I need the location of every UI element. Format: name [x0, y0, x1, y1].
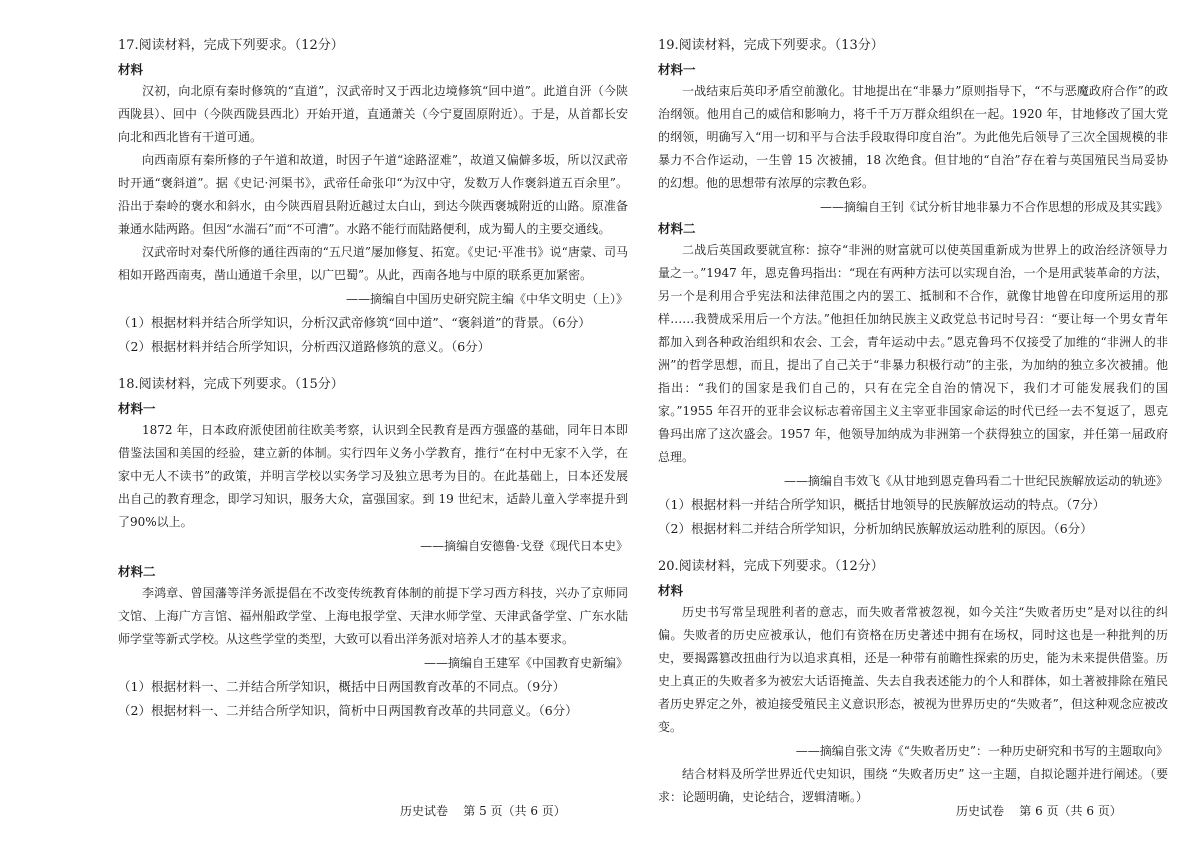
question-17-material-label: 材料: [118, 62, 144, 77]
question-17-title: 17.阅读材料，完成下列要求。（12分）: [118, 38, 344, 53]
question-19: [658, 36, 1168, 541]
question-17-paragraph-3: 汉武帝时对秦代所修的通往西南的“五尺道”屡加修复、拓宽。《史记·平准书》说“唐蒙、司马相如开路西南夷，凿山通道千余里，以广巴蜀”。从此，西南各地与中原的联系更加紧密。: [118, 245, 628, 282]
question-20-source: ——摘编自张文涛《“失败者历史”：一种历史研究和书写的主题取向》: [795, 744, 1168, 758]
question-18-source2: ——摘编自王建军《中国教育史新编》: [423, 656, 628, 670]
question-20: [658, 557, 1168, 809]
question-18-material2-text: 李鸿章、曾国藩等洋务派提倡在不改变传统教育体制的前提下学习西方科技，兴办了京师同文馆、上海广方言馆、福州船政学堂、上海电报学堂、天津水师学堂、天津武备学堂、广东水陆师学堂等新式学校。从这些学堂的类型，大致可以看出洋务派对培养人才的基本要求。: [118, 586, 628, 646]
question-18-subquestion-2: （2）根据材料一、二并结合所学知识，简析中日两国教育改革的共同意义。（6分）: [118, 703, 578, 718]
question-20-material-label: 材料: [658, 583, 684, 598]
question-19-subquestion-1: （1）根据材料一并结合所学知识，概括甘地领导的民族解放运动的特点。（7分）: [658, 497, 1106, 512]
left-page: [118, 36, 628, 723]
page-footer-left: 历史试卷 第 5 页（共 6 页）: [400, 804, 566, 818]
question-18-source1: ——摘编自安德鲁·戈登《现代日本史》: [420, 539, 628, 553]
question-17-paragraph-1: 汉初，向北原有秦时修筑的“直道”，汉武帝时又于西北边境修筑“回中道”。此道自汧（今陕西陇县）、回中（今陕西陇县西北）开始开道，直通萧关（今宁夏固原附近）。于是，从首都长安向北和西北皆有干道可通。: [118, 84, 628, 144]
question-19-material1-label: 材料一: [658, 62, 696, 77]
question-19-source1: ——摘编自王钊《试分析甘地非暴力不合作思想的形成及其实践》: [819, 200, 1168, 214]
question-19-source2: ——摘编自韦效飞《从甘地到恩克鲁玛看二十世纪民族解放运动的轨迹》: [783, 474, 1168, 488]
page-footer-right: 历史试卷 第 6 页（共 6 页）: [956, 804, 1122, 818]
question-17-source: ——摘编自中国历史研究院主编《中华文明史（上）》: [345, 292, 628, 306]
question-17-subquestion-2: （2）根据材料并结合所学知识，分析西汉道路修筑的意义。（6分）: [118, 339, 491, 354]
question-20-task: 结合材料及所学世界近代史知识，围绕 “失败者历史” 这一主题，自拟论题并进行阐述。（要求：论题明确，史论结合，逻辑清晰。）: [658, 767, 1168, 804]
question-19-subquestion-2: （2）根据材料二并结合所学知识，分析加纳民族解放运动胜利的原因。（6分）: [658, 521, 1093, 536]
question-19-material1-text: 一战结束后英印矛盾空前激化。甘地提出在“非暴力”原则指导下，“不与恶魔政府合作”的政治纲领。他用自己的威信和影响力，将千千万万群众组织在一起。1920 年，甘地修改了国大党的纲领，明确写入“用一切和平与合法手段取得印度自治”。为此他先后领导了三次全国规模的非暴力不合作运动，一生曾 15 次被捕，18 次绝食。但甘地的“自治”存在着与英国殖民当局妥协的幻想。他的思想带有浓厚的宗教色彩。: [658, 84, 1168, 190]
question-17: [118, 36, 628, 359]
question-19-material2-text: 二战后英国政要就宣称：掠夺“非洲的财富就可以使英国重新成为世界上的政治经济领导力量之一。”1947 年，恩克鲁玛指出：“现在有两种方法可以实现自治，一个是用武装革命的方法，另一个是利用合乎宪法和法律范围之内的罢工、抵制和不合作，就像甘地曾在印度所运用的那样……我赞成采用后一个方法。”他担任加纳民族主义政党总书记时号召：“要让每一个男女青年都加入到各种政治组织和农会、工会，青年运动中去。”恩克鲁玛不仅接受了加维的“非洲人的非洲”的哲学思想，而且，提出了自己关于“非暴力积极行动”的主张，为加纳的独立多次被捕。他指出：“我们的国家是我们自己的，只有在完全自治的情况下，我们才可能发展我们的国家。”1955 年召开的亚非会议标志着帝国主义主宰亚非国家命运的时代已经一去不复返了，恩克鲁玛出席了这次盛会。1957 年，他领导加纳成为非洲第一个获得独立的国家，并任第一届政府总理。: [658, 243, 1168, 464]
question-18-subquestion-1: （1）根据材料一、二并结合所学知识，概括中日两国教育改革的不同点。（9分）: [118, 679, 566, 694]
question-19-material2-label: 材料二: [658, 221, 696, 236]
question-18-material1-text: 1872 年，日本政府派使团前往欧美考察，认识到全民教育是西方强盛的基础，同年日本即借鉴法国和美国的经验，建立新的体制。实行四年义务小学教育，推行“在村中无家不入学，在家中无人不读书”的政策，并明言学校以实务学习及独立思考为目的。在此基础上，日本还发展出自己的教育理念，即学习知识，服务大众，富强国家。到 19 世纪末，适龄儿童入学率提升到了90%以上。: [118, 423, 628, 529]
question-18: [118, 375, 628, 723]
question-18-material1-label: 材料一: [118, 401, 156, 416]
question-18-title: 18.阅读材料，完成下列要求。（15分）: [118, 377, 344, 392]
question-19-title: 19.阅读材料，完成下列要求。（13分）: [658, 38, 884, 53]
right-page: [658, 36, 1168, 809]
question-18-material2-label: 材料二: [118, 564, 156, 579]
question-20-material-text: 历史书写常呈现胜利者的意志，而失败者常被忽视，如今关注“失败者历史”是对以往的纠偏。失败者的历史应被承认，他们有资格在历史著述中拥有在场权，同时这也是一种批判的历史，要揭露篡改扭曲行为以追求真相，还是一种带有前瞻性探索的历史，能为未来提供借鉴。历史上真正的失败者多为被宏大话语掩盖、失去自我表述能力的个人和群体，如土著被排除在殖民者历史界定之外，被迫接受殖民主义意识形态，被视为世界历史的“失败者”，但这种观念应被改变。: [658, 605, 1168, 734]
question-17-paragraph-2: 向西南原有秦所修的子午道和故道，时因子午道“途路涩难”，故道又偏僻多坂，所以汉武帝时开通“褒斜道”。据《史记·河渠书》，武帝任命张卬“为汉中守，发数万人作褒斜道五百余里”。沿出于秦岭的褒水和斜水，由今陕西眉县附近越过太白山，到达今陕西褒城附近的山路。原准备兼通水陆两路。但因“水湍石”而“不可漕”。水路不能行而陆路便利，成为蜀人的主要交通线。: [118, 153, 628, 236]
question-20-title: 20.阅读材料，完成下列要求。（12分）: [658, 559, 884, 574]
question-17-subquestion-1: （1）根据材料并结合所学知识，分析汉武帝修筑“回中道”、“褒斜道”的背景。（6分）: [118, 315, 591, 330]
